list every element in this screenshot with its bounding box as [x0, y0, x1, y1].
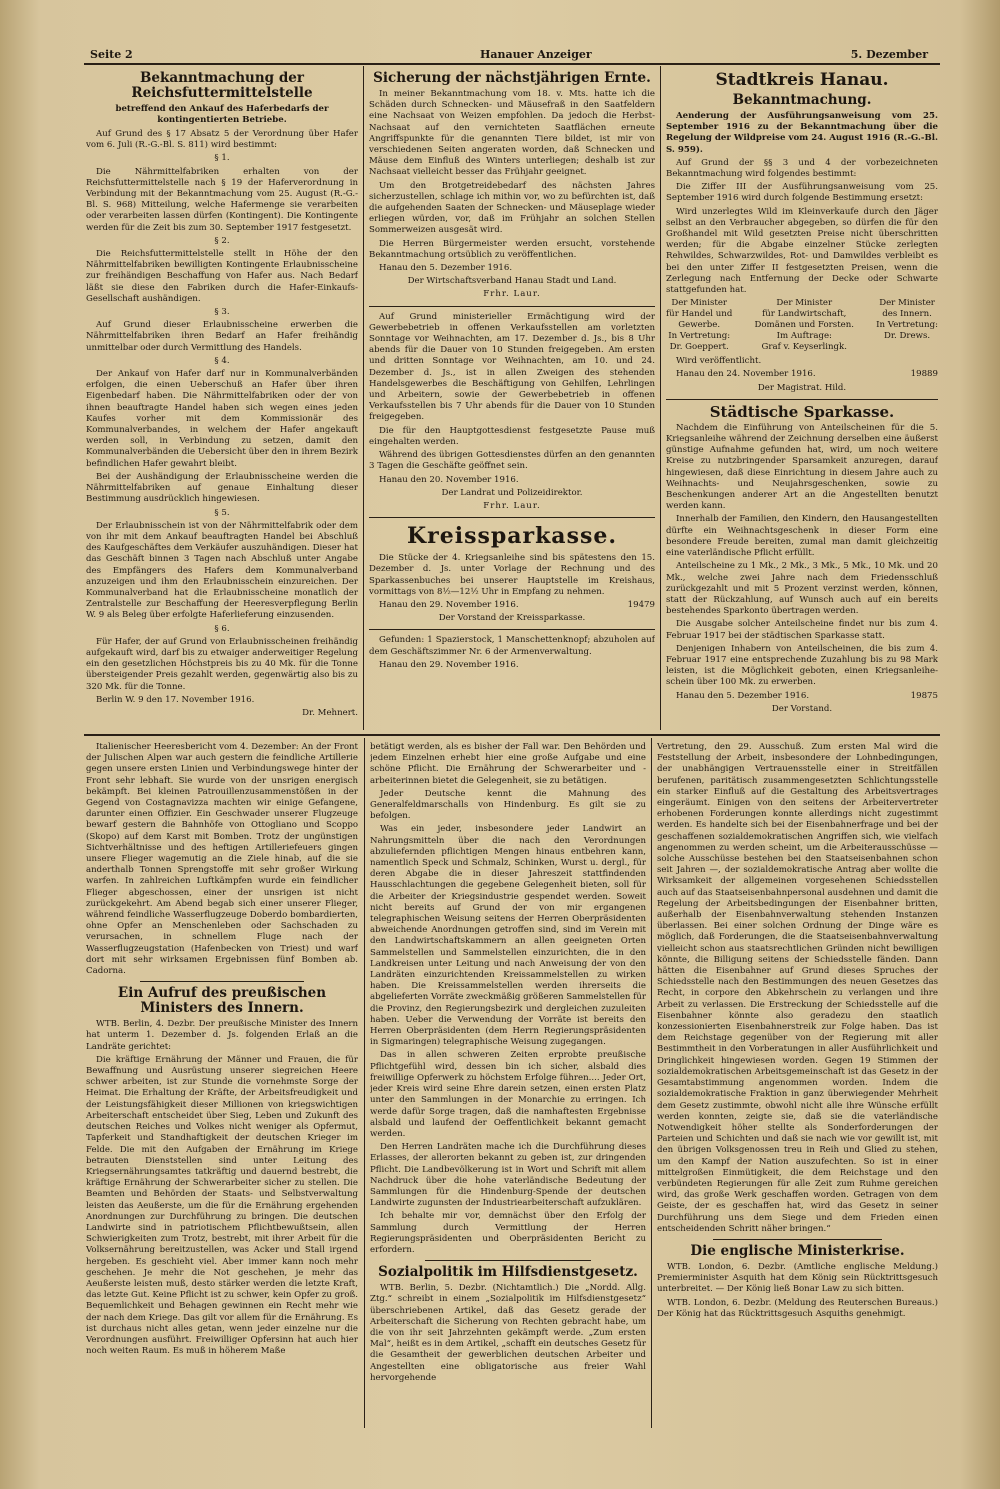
organization: Der Vorstand. — [771, 703, 833, 714]
paragraph: Nachdem die Einführung von Anteilscheinen für die 5. Kriegsanleihe während der Zeichnung derselben eine äußerst günstige Aufnahme gefunden hat, wird, um noch weitere Kreise zu nutzbringender Sparsamkeit anzuregen, darauf hingewiesen, daß diese Einrichtung in diesem Jahre auch zu Weihnachts- und Neujahrsgeschenken, sowie zu Beschenkungen anderer Art an die Angestellten benutzt werden kann. — [666, 422, 938, 512]
sig-line: Der Minister — [671, 298, 728, 309]
sig-line: Der Minister — [879, 298, 935, 309]
paragraph: Bei der Aushändigung der Erlaubnisscheine werden die Nährmittelfabriken auf genaue Einhaltung dieser Bestimmung ausdrücklich hingewiesen. — [86, 471, 358, 505]
signature-block — [876, 298, 938, 353]
paragraph: WTB. London, 6. Dezbr. (Meldung des Reuterschen Bureaus.) Der König hat das Rücktrittsgesuch Asquiths genehmigt. — [657, 1297, 938, 1319]
paragraph: Die Reichsfuttermittelstelle stellt in Höhe der den Nährmittelfabriken bewilligten Kontingente Erlaubnisscheine zur freihändigen Beschaffung von Hafer aus. Nach Bedarf läßt sie diese den Fabriken durch die Hafer-Einkaufs-Gesellschaft aushändigen. — [86, 249, 358, 304]
sig-line: Gewerbe. — [678, 320, 721, 331]
paragraph: Die Herren Bürgermeister werden ersucht, vorstehende Bekanntmachung ortsüblich zu veröffentlichen. — [369, 238, 655, 260]
dateline: Berlin W. 9 den 17. November 1916. — [96, 694, 255, 705]
sig-line: für Handel und — [666, 309, 733, 320]
article-title: Stadtkreis Hanau. — [715, 70, 889, 90]
signature: Dr. Mehnert. — [302, 707, 358, 718]
paragraph: Auf Grund der §§ 3 und 4 der vorbezeichneten Bekanntmachung wird folgendes bestimmt: — [666, 157, 938, 180]
column-ernte — [369, 68, 655, 732]
article-title: Sozialpolitik im Hilfsdienstgesetz. — [378, 1264, 638, 1281]
article-title: Ein Aufruf des preußischen Ministers des Innern. — [117, 985, 327, 1017]
paragraph: Die Ausgabe solcher Anteilscheine findet nur bis zum 4. Februar 1917 bei der städtischen Sparkasse statt. — [666, 619, 938, 641]
date-text: Hanau den 24. November 1916. — [676, 369, 816, 380]
sig-line: Im Auftrage: — [776, 331, 832, 342]
dateline: Hanau den 5. Dezember 1916. — [379, 263, 513, 274]
separator — [369, 517, 655, 518]
organization: Der Magistrat. Hild. — [757, 382, 847, 393]
signature-block — [754, 298, 854, 353]
sig-line: des Innern. — [882, 309, 932, 320]
section-mark: § 4. — [214, 355, 230, 366]
column-sozialpolitik-ministerkrise — [657, 742, 938, 1426]
paragraph: In meiner Bekanntmachung vom 18. v. Mts. hatte ich die Schäden durch Schnecken- und Mäusefraß in den Saatfeldern eine Nachsaat von Weizen empfohlen. Da jedoch die Herbst-Nachsaat auf den vernichteten Saatflächen erneute Angriffspunkte für die genannten Tiere bildet, ist mir von verschiedenen Seiten angeraten worden, daß Schnecken und Mäuse dem Einfluß des Winters unterliegen; deshalb ist zur Nachsaat vielleicht besser das Frühjahr geeignet. — [369, 89, 655, 178]
lead-paragraph: Aenderung der Ausführungsanweisung vom 25. September 1916 zu der Bekanntmachung über die Regelung der Wildpreise vom 24. August 1916 (R.-G.-Bl. S. 959). — [666, 111, 938, 155]
column-stadtkreis-hanau — [666, 68, 938, 732]
separator — [369, 629, 655, 630]
sig-line: Dr. Drews. — [884, 331, 931, 342]
sig-line: für Landwirtschaft, — [762, 309, 847, 320]
notice-number: 19889 — [910, 369, 938, 380]
article-title-sparkasse: Städtische Sparkasse. — [709, 402, 895, 421]
header-left: Seite 2 — [90, 48, 133, 61]
article-subtitle: betreffend den Ankauf des Haferbedarfs der kontingentierten Betriebe. — [115, 104, 329, 125]
article-title: Sicherung der nächstjährigen Ernte. — [373, 70, 651, 86]
date-text: Hanau den 5. Dezember 1916. — [676, 690, 810, 701]
paragraph: Vertretung, den 29. Ausschuß. Zum ersten Mal wird die Feststellung der Arbeit, insbesondere der Lohnbedingungen, der unabhängigen Vertrauensstelle einer in Streitfällen berufenen, paritätisch zusammengesetzten Schlichtungsstelle ein starker Einfluß auf die Gestaltung des Arbeitsvertrages eingeräumt. Einigen von den seitens der Arbeitervertreter erhobenen Forderungen konnte allerdings nicht zugestimmt werden. Es handelte sich bei der Eisenbahnerfrage und bei der geschaffenen sozialdemokratischen Angriffen sich, wie vielfach angenommen zu werden scheint, um die Arbeiterausschüsse — solche Ausschüsse bestehen bei den Staatseisenbahnen schon seit Jahren —, der sozialdemokratische Antrag aber wollte die Wirksamkeit der allgemeinen vorgesehenen Schiedsstellen auch auf das Staatseisenbahnpersonal ausdehnen und damit die Regelung der Arbeitsbedingungen der Eisenbahner britten, außerhalb der Eisenbahnverwaltung stehenden Instanzen überlassen. Bei einer solchen Ordnung der Dinge wäre es möglich, daß Forderungen, die die Staatseisenbahnverwaltung vielleicht schon aus staatsrechtlichen Gründen nicht bewilligen könnte, die Billigung seitens der Schiedsstelle fänden. Dann hätten die Eisenbahner auf Grund dieses Spruches der Schiedsstelle nach den Bestimmungen des neuen Gesetzes das Recht, in corpore den Abkehrschein zu verlangen und ihre Arbeit zu verlassen. Die Erstreckung der Schiedsstelle auf die Eisenbahner könnte also geradezu den staatlich konzessionierten Eisenbahnerstreik zur Folge haben. Das ist dem Reichstage gegenüber von der Regierung mit aller Bestimmtheit in den Vorberatungen in aller Ausführlichkeit und Dringlichkeit hingewiesen worden. Gegen 19 Stimmen der sozialdemokratischen Arbeitsgemeinschaft ist das Gesetz in der Gesamtabstimmung angenommen worden. Indem die sozialdemokratische Fraktion in ganz überwiegender Mehrheit dem Gesetz zustimmte, obwohl nicht alle ihre Wünsche erfüllt werden konnten, zeigte sie, daß sie die vaterländische Notwendigkeit höher stellte als Sonderforderungen der Parteien und Schichten und daß sie nach wie vor gewillt ist, mit den übrigen Volksgenossen treu in Reih und Glied zu stehen, um den Kampf der Nation auszufechten. So ist in einer mittelgroßen Einmütigkeit, die dem Reichstage und den verbündeten Regierungen für alle Zeit zum Ruhme gereichen wird, das große Werk geschaffen worden. Getragen von dem Geiste, der es geschaffen hat, wird das Gesetz in seiner Durchführung uns dem Siege und dem Frieden einen entscheidenden Schritt näher bringen.“ — [657, 742, 938, 1234]
paragraph: Gefunden: 1 Spazierstock, 1 Manschettenknopf; abzuholen auf dem Geschäftszimmer Nr. 6 der Armenverwaltung. — [369, 635, 655, 657]
dateline — [666, 369, 938, 380]
paragraph: Jeder Deutsche kennt die Mahnung des Generalfeldmarschalls von Hindenburg. Es gilt sie zu befolgen. — [370, 788, 646, 822]
paragraph: WTB. Berlin, 4. Dezbr. Der preußische Minister des Innern hat unterm 1. Dezember d. Js. folgenden Erlaß an die Landräte gerichtet: — [86, 1019, 358, 1052]
dateline — [369, 600, 655, 611]
paragraph: Innerhalb der Familien, den Kindern, den Hausangestellten dürfte ein Weihnachtsgeschenk in dieser Form eine besondere Freude bereiten, zumal man damit gleichzeitig eine vaterländische Pflicht erfüllt. — [666, 514, 938, 559]
separator — [140, 981, 303, 982]
column-rule-bottom-2 — [651, 738, 652, 1428]
column-heeresbericht-aufruf — [86, 742, 358, 1426]
paragraph: Den Herren Landräten mache ich die Durchführung dieses Erlasses, der allerorten bekannt zu geben ist, zur dringenden Pflicht. Die Landbevölkerung ist in Wort und Schrift mit allem Nachdruck über die hohe vaterländische Bedeutung der Sammlungen für die Hindenburg-Spende der deutschen Landwirte zugunsten der Industriearbeiterschaft aufzuklären. — [370, 1142, 646, 1209]
separator — [713, 1239, 882, 1240]
paragraph: Anteilscheine zu 1 Mk., 2 Mk., 3 Mk., 5 Mk., 10 Mk. und 20 Mk., welche zwei Jahre nach dem Friedensschluß zurückgezahlt und mit 5 Prozent verzinst werden, können, statt der Rückzahlung, auf Wunsch auch auf ein bereits bestehendes Sparkonto übertragen werden. — [666, 561, 938, 617]
sig-line: In Vertretung: — [668, 331, 731, 342]
dateline — [666, 691, 938, 702]
paragraph: Was ein jeder, insbesondere jeder Landwirt an Nahrungsmitteln über die nach den Verordnungen abzuliefernden pflichtigen Mengen hinaus entbehren kann, namentlich Speck und Schmalz, Schinken, Wurst u. dergl., für deren Abgabe die in dieser Jahreszeit stattfindenden Hausschlachtungen die gegebene Gelegenheit bieten, soll für die Arbeiter der Kriegsindustrie gespendet werden. Soweit nicht bereits auf Grund der von mir ergangenen telegraphischen Weisung seitens der Herren Oberpräsidenten abweichende Anordnungen getroffen sind, sind im Verein mit den Landwirtschaftskammern an allen geeigneten Orten Sammelstellen und Sammelstellen einzurichten, die in den Landkreisen unter Leitung und nach Anweisung der von den Landräten einzurichtenden Kreissammelstellen zu wirken haben. Die Kreissammelstellen werden ihrerseits die abgelieferten Vorräte zweckmäßig größeren Sammelstellen für die Provinz, den Regierungsbezirk und dergleichen zuzuleiten haben. Ueber die Verwendung der Vorräte ist bereits den Herren Oberpräsidenten (dem Herrn Regierungspräsidenten in Sigmaringen) telegraphische Weisung zugegangen. — [370, 824, 646, 1048]
separator — [425, 1260, 591, 1261]
paragraph: Der Ankauf von Hafer darf nur in Kommunalverbänden erfolgen, die einen Ueberschuß an Hafer über ihren Eigenbedarf haben. Die Nährmittelfabriken oder der von ihnen beauftragte Handel haben sich wegen eines jeden Kaufes vorher mit dem Kommissionär des Kommunalverbandes, in welchem der Hafer angekauft werden soll, in Verbindung zu setzen, damit den Kommunalverbänden die Uebersicht über den in ihrem Bezirk befindlichen Hafer gewahrt bleibt. — [86, 369, 358, 469]
article-title: Die englische Ministerkrise. — [690, 1242, 905, 1259]
separator — [666, 399, 938, 400]
sig-line: Domänen und Forsten. — [754, 320, 855, 331]
notice-number: 19875 — [910, 690, 938, 701]
paragraph: Die kräftige Ernährung der Männer und Frauen, die für Bewaffnung und Ausrüstung unserer siegreichen Heere schwer arbeiten, ist zur Stunde die vornehmste Sorge der Heimat. Die Erhaltung der Kräfte, der Arbeitsfreudigkeit und der Leistungsfähigkeit dieser Millionen von kriegswichtigen Arbeiterschaft entscheidet über Sieg, Leben und Zukunft des deutschen Reiches und Volkes nicht weniger als Opfermut, Tapferkeit und Standhaftigkeit der deutschen Krieger im Felde. Die mit den Aufgaben der Ernährung im Kriege betrauten Dienststellen sind unter Leitung des Kriegsernährungsamtes tatkräftig und dauernd bestrebt, die kräftige Ernährung der Schwerarbeiter sicher zu stellen. Die Beamten und Behörden der Staats- und Selbstverwaltung leisten das Aeußerste, um die für die Ernährung ergehenden Anordnungen zur Durchführung zu bringen. Die deutschen Landwirte sind in patriotischem Pflichtbewußtsein, allen Schwierigkeiten zum Trotz, bestrebt, mit ihrer Arbeit für die Volksernährung bereitzustellen, was Acker und Stall irgend hergeben. Es geschieht viel. Aber immer kann noch mehr geschehen. Je mehr die Not geschehen, je mehr das Aeußerste leisten muß, desto stärker werden die letzte Kraft, das letzte Gut. Keine Pflicht ist zu schwer, kein Opfer zu groß. Bequemlichkeit und Behagen gewinnen ein Recht mehr wie der nach dem Kriege. Das gilt vor allem für die Ernährung. Es ist durchaus nicht alles getan, wenn jeder einzelne nur die Verordnungen ausführt. Freiwilliger Opfersinn hat auch hier noch weiten Raum. Es muß in höherem Maße — [86, 1054, 358, 1357]
paragraph: Denjenigen Inhabern von Anteilscheinen, die bis zum 4. Februar 1917 eine entsprechende Zuzahlung bis zu 98 Mark leisten, ist die Möglichkeit geboten, einen Kriegsanleihe-schein über 100 Mk. zu erwerben. — [666, 643, 938, 688]
organization: Der Landrat und Polizeidirektor. — [441, 487, 583, 498]
organization: Der Wirtschaftsverband Hanau Stadt und Land. — [407, 276, 617, 287]
section-mark: § 3. — [214, 307, 230, 318]
paragraph: Die für den Hauptgottesdienst festgesetzte Pause muß eingehalten werden. — [369, 425, 655, 447]
header-rule — [84, 63, 940, 65]
paragraph: WTB. London, 6. Dezbr. (Amtliche englische Meldung.) Premierminister Asquith hat dem König sein Rücktrittsgesuch unterbreitet. — Der König ließ Bonar Law zu sich bitten. — [657, 1261, 938, 1295]
date-text: Hanau den 29. November 1916. — [379, 599, 519, 610]
dateline: Hanau den 20. November 1916. — [379, 474, 519, 485]
sig-line: In Vertretung: — [876, 320, 938, 331]
paragraph: Wird veröffentlicht. — [676, 356, 762, 367]
paragraph: Um den Brotgetreidebedarf des nächsten Jahres sicherzustellen, schlage ich mithin vor, wo zu befürchten ist, daß die aufgehenden Saaten der Schnecken- und Mäuseplage wieder erliegen würden, vor, daß im Frühjahr an solchen Stellen Sommerweizen ausgesät wird. — [369, 180, 655, 236]
sig-line: Der Minister — [776, 298, 833, 309]
article-title-kreissparkasse: Kreissparkasse. — [407, 523, 617, 550]
dateline: Hanau den 29. November 1916. — [379, 659, 519, 670]
paragraph: Die Nährmittelfabriken erhalten von der Reichsfuttermittelstelle nach § 19 der Haferverordnung in Verbindung mit der Bekanntmachung vom 25. August (R.-G.-Bl. S. 968) Mitteilung, welche Hafermenge sie verarbeiten oder verarbeiten lassen dürfen (Kontingent). Die Kontingente werden für die Zeit bis zum 30. September 1917 festgesetzt. — [86, 166, 358, 233]
paragraph: Italienischer Heeresbericht vom 4. Dezember: An der Front der Julischen Alpen war auch gestern die feindliche Artillerie gegen unsere ersten Linien und Verbindungswege hinter der Front sehr lebhaft. Sie wurde von der unsrigen energisch bekämpft. Bei kleinen Patrouillenzusammenstößen in der Gegend von Costagnavizza machten wir einige Gefangene, darunter einen Offizier. Ein Geschwader unserer Flugzeuge bewarf gestern die Bahnhöfe von Ottogliano und Scoppo (Skopo) auf dem Karst mit Bomben. Trotz der ungünstigen Sichtverhältnisse und des heftigen Artilleriefeuers gingen unsere Flieger wagemutig an die Ziele hinab, auf die sie anderthalb Tonnen Sprengstoffe mit sehr großer Wirkung warfen. In zahlreichen Luftkämpfen wurde ein feindlicher Flieger abgeschossen, einer der unsrigen ist nicht zurückgekehrt. Am Abend begab sich einer unserer Flieger, während feindliche Wasserflugzeuge Doberdo bombardierten, ohne Opfer an Menschenleben oder Sachschaden zu verursachen, in schnellem Fluge nach der Wasserflugzeugstation (Hafenbecken von Triest) und warf dort mit sehr wirksamen Ergebnissen fünf Bomben ab. Cadorna. — [86, 742, 358, 977]
paragraph: Die Stücke der 4. Kriegsanleihe sind bis spätestens den 15. Dezember d. Js. unter Vorlage der Rechnung und des Sparkassenbuches bei unserer Hauptstelle im Kreishaus, vormittags von 8½—12½ Uhr in Empfang zu nehmen. — [369, 553, 655, 597]
section-mark: § 2. — [214, 235, 230, 246]
column-rule-top-1 — [363, 66, 364, 730]
paragraph: Auf Grund des § 17 Absatz 5 der Verordnung über Hafer vom 6. Juli (R.-G.-Bl. S. 811) wird bestimmt: — [86, 129, 358, 151]
minister-signatures — [666, 298, 938, 353]
sig-line: Graf v. Keyserlingk. — [761, 342, 847, 353]
page-header — [90, 44, 928, 64]
column-aufruf-sozialpolitik — [370, 742, 646, 1426]
column-rule-bottom-1 — [364, 738, 365, 1428]
separator — [369, 306, 655, 307]
section-mark: § 6. — [214, 623, 230, 634]
paragraph: WTB. Berlin, 5. Dezbr. (Nichtamtlich.) Die „Nordd. Allg. Ztg.“ schreibt in einem „Sozialpolitik im Hilfsdienstgesetz“ überschriebenen Artikel, daß das Gesetz gerade der Arbeiterschaft die Sicherung von Rechten gebracht habe, um die von ihr seit Jahrzehnten gekämpft werde. „Zum ersten Mal“, heißt es in dem Artikel, „schafft ein deutsches Gesetz für die Gesamtheit der gewerblichen deutschen Arbeiter und Angestellten eine obligatorische aus freier Wahl hervorgehende — [370, 1283, 646, 1383]
signature: Frhr. Laur. — [483, 500, 541, 511]
paragraph: Die Ziffer III der Ausführungsanweisung vom 25. September 1916 wird durch folgende Bestimmung ersetzt: — [666, 182, 938, 204]
section-mark: § 5. — [214, 507, 230, 518]
paragraph: Ich behalte mir vor, demnächst über den Erfolg der Sammlung durch Vermittlung der Herren Regierungspräsidenten und Oberpräsidenten Bericht zu erfordern. — [370, 1211, 646, 1255]
article-title: Bekanntmachung der Reichsfuttermittelstelle — [131, 70, 313, 101]
signature: Frhr. Laur. — [483, 289, 541, 300]
column-rule-top-2 — [660, 66, 661, 730]
paragraph: Auf Grund dieser Erlaubnisscheine erwerben die Nährmittelfabriken ihren Bedarf an Hafer freihändig unmittelbar oder durch Vermittlung des Handels. — [86, 320, 358, 353]
section-rule — [84, 734, 940, 736]
paragraph: Während des übrigen Gottesdienstes dürfen an den genannten 3 Tagen die Geschäfte geöffnet sein. — [369, 450, 655, 472]
paragraph: Auf Grund ministerieller Ermächtigung wird der Gewerbebetrieb in offenen Verkaufsstellen am vorletzten Sonntage vor Weihnachten, am 17. Dezember d. Js., bis 8 Uhr abends für die Dauer von 10 Stunden freigegeben. Am ersten und dritten Sonntage vor Weihnachten, am 10. und 24. Dezember d. Js., ist in allen Zweigen des stehenden Handelsgewerbes die Beschäftigung von Gehilfen, Lehrlingen und Arbeitern, sowie der Gewerbebetrieb in offenen Verkaufsstellen bis 7 Uhr abends für die Dauer von 10 Stunden freigegeben. — [369, 311, 655, 423]
paragraph: Für Hafer, der auf Grund von Erlaubnisscheinen freihändig aufgekauft wird, darf bis zu etwaiger anderweitiger Regelung ein den gesetzlichen Höchstpreis bis zu 40 Mk. für die Tonne übersteigender Preis gezahlt werden, gegenwärtig also bis zu 320 Mk. für die Tonne. — [86, 636, 358, 692]
organization: Der Vorstand der Kreissparkasse. — [438, 613, 586, 624]
header-center: Hanauer Anzeiger — [480, 48, 592, 61]
article-subtitle: Bekanntmachung. — [732, 92, 872, 108]
column-reichsfuttermittelstelle — [86, 68, 358, 732]
notice-number: 19479 — [627, 599, 655, 610]
paragraph: Das in allen schweren Zeiten erprobte preußische Pflichtgefühl wird, dessen bin ich sicher, alsbald dies freiwillige Opferwerk zu höchstem Erfolge führen.... Jeder Ort, jeder Kreis wird seine Ehre darein setzen, einen ersten Platz unter den Sammlungen in der Monarchie zu erringen. Ich werde dafür Sorge tragen, daß die namhaftesten Ergebnisse alsbald und laufend der Oeffentlichkeit bekannt gemacht werden. — [370, 1050, 646, 1139]
paragraph: Der Erlaubnisschein ist von der Nährmittelfabrik oder dem von ihr mit dem Ankauf beauftragten Handel bei Abschluß des Kaufgeschäftes dem Verkäufer auszuhändigen. Dieser hat das Geschäft binnen 3 Tagen nach Abschluß unter Angabe des Empfängers des Hafers dem Kommunalverband anzuzeigen und ihm den Erlaubnisschein einzureichen. Der Kommunalverband hat die Erlaubnisscheine monatlich der Zentralstelle zur Beschaffung der Heeresverpflegung Berlin W. 9 als Beleg über erfolgte Haferlieferung einzusenden. — [86, 520, 358, 621]
header-right: 5. Dezember — [850, 48, 928, 61]
sig-line: Dr. Goeppert. — [669, 342, 729, 353]
section-mark: § 1. — [214, 153, 230, 164]
signature-block — [666, 298, 732, 353]
paragraph: Wird unzerlegtes Wild im Kleinverkaufe durch den Jäger selbst an den Verbraucher abgegeben, so dürfen die für den Großhandel mit Wild gesetzten Preise nicht überschritten werden; für die Abgabe einzelner Stücke zerlegten Rehwildes, Schwarzwildes, Rot- und Damwildes verbleibt es bei den unter Ziffer II festgesetzten Preisen, wenn die Zerlegung nach Entfernung der Decke oder Schwarte stattgefunden hat. — [666, 206, 938, 296]
paragraph: betätigt werden, als es bisher der Fall war. Den Behörden und jedem Einzelnen erhebt hier eine große Aufgabe und eine schöne Pflicht. Die Ernährung der Schwerarbeiter und -arbeiterinnen bietet die Gelegenheit, sie zu betätigen. — [370, 742, 646, 786]
